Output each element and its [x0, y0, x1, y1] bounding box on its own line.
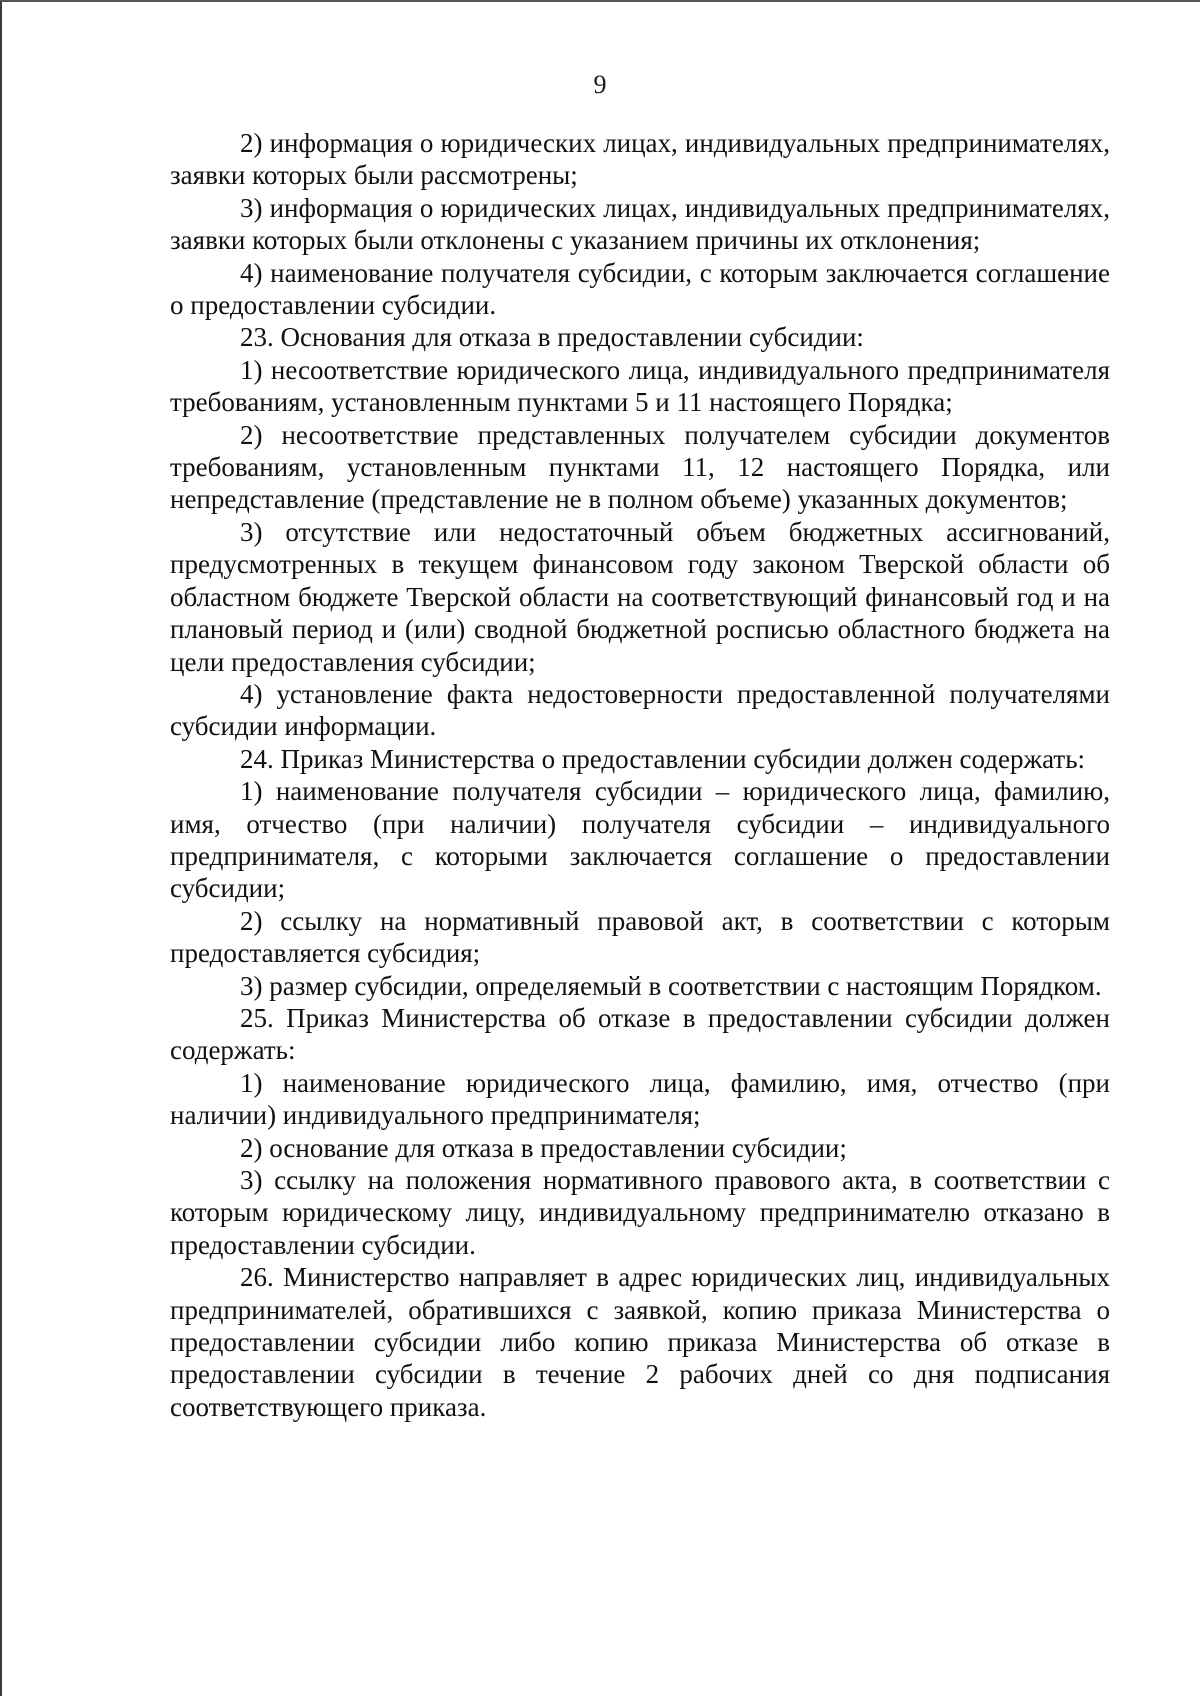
paragraph-item-3-rejected: 3) информация о юридических лицах, индивидуальных предпринимателях, заявки которых были отклонены с указанием причины их отклонения;: [170, 192, 1110, 256]
section-24-item-2: 2) ссылку на нормативный правовой акт, в соответствии с которым предоставляется субсидия;: [170, 905, 1110, 969]
section-24-item-1: 1) наименование получателя субсидии – юридического лица, фамилию, имя, отчество (при наличии) получателя субсидии – индивидуального предпринимателя, с которыми заключается соглашение о предоставлении субсидии;: [170, 776, 1110, 904]
section-23-item-2: 2) несоответствие представленных получателем субсидии документов требованиям, установленным пунктами 11, 12 настоящего Порядка, или непредставление (представление не в полном объеме) указанных документов;: [170, 419, 1110, 515]
section-25-heading: 25. Приказ Министерства об отказе в предоставлении субсидии должен содержать:: [170, 1002, 1110, 1066]
section-26-paragraph: 26. Министерство направляет в адрес юридических лиц, индивидуальных предпринимателей, обратившихся с заявкой, копию приказа Министерства о предоставлении субсидии либо копию приказа Министерства об отказе в предоставлении субсидии в течение 2 рабочих дней со дня подписания соответствующего приказа.: [170, 1262, 1110, 1422]
paragraph-item-2-reviewed: 2) информация о юридических лицах, индивидуальных предпринимателях, заявки которых были рассмотрены;: [170, 128, 1110, 191]
section-23-item-3: 3) отсутствие или недостаточный объем бюджетных ассигнований, предусмотренных в текущем финансовом году законом Тверской области об областном бюджете Тверской области на соответствующий финансовый год и на плановый период и (или) сводной бюджетной росписью областного бюджета на цели предоставления субсидии;: [170, 516, 1110, 677]
scan-left-edge: [0, 0, 2, 1696]
scan-top-edge: [0, 0, 1200, 2]
section-23-item-1: 1) несоответствие юридического лица, индивидуального предпринимателя требованиям, установленным пунктами 5 и 11 настоящего Порядка;: [170, 354, 1110, 418]
document-body: [170, 127, 1110, 1423]
section-23-heading: 23. Основания для отказа в предоставлении субсидии:: [240, 322, 864, 353]
page-number: 9: [593, 70, 607, 99]
section-23-item-4: 4) установление факта недостоверности предоставленной получателями субсидии информации.: [170, 678, 1110, 742]
section-24-heading: 24. Приказ Министерства о предоставлении субсидии должен содержать:: [240, 743, 1086, 774]
section-25-item-2: 2) основание для отказа в предоставлении субсидии;: [240, 1132, 847, 1163]
section-25-item-1: 1) наименование юридического лица, фамилию, имя, отчество (при наличии) индивидуального предпринимателя;: [170, 1067, 1110, 1131]
section-25-item-3: 3) ссылку на положения нормативного правового акта, в соответствии с которым юридическому лицу, индивидуальному предпринимателю отказано в предоставлении субсидии.: [170, 1165, 1110, 1260]
section-24-item-3: 3) размер субсидии, определяемый в соответствии с настоящим Порядком.: [240, 970, 1102, 1001]
paragraph-item-4-recipient-name: 4) наименование получателя субсидии, с которым заключается соглашение о предоставлении субсидии.: [170, 257, 1110, 321]
